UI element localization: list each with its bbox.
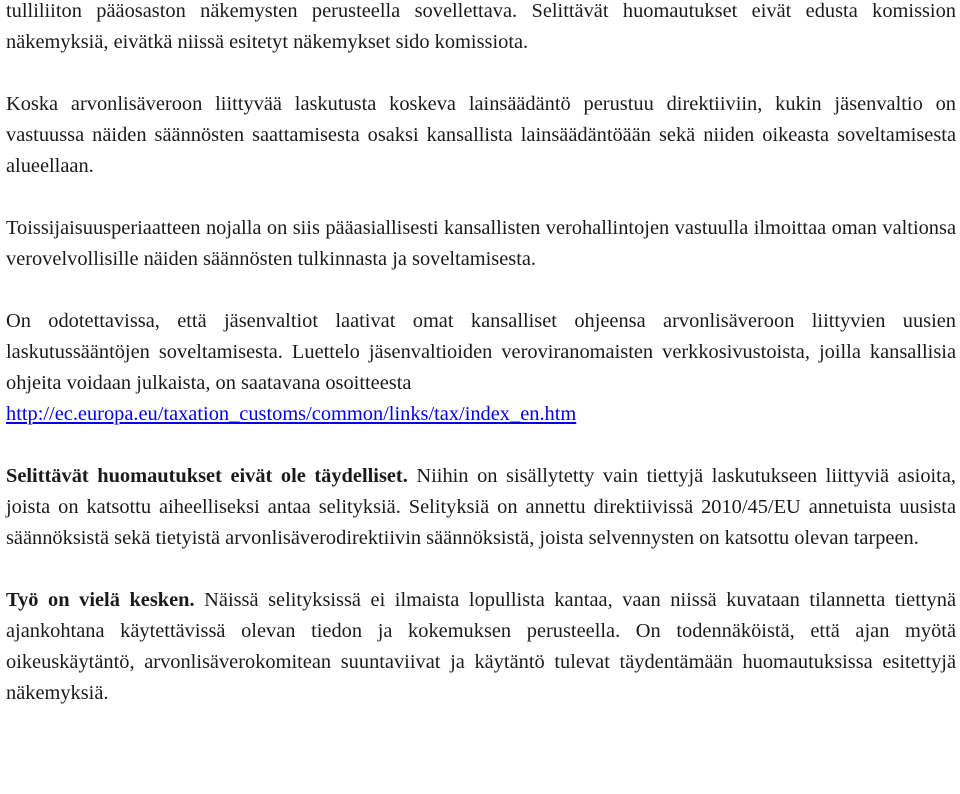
paragraph-not-exhaustive — [6, 461, 956, 554]
paragraph-work-in-progress — [6, 585, 956, 709]
document-page — [6, 0, 956, 709]
paragraph-intro: tulliliiton pääosaston näkemysten perusteella sovellettava. Selittävät huomautukset eivät edusta komission näkemyksiä, eivätkä niissä esitetyt näkemykset sido komissiota. — [6, 0, 956, 53]
text-work-in-progress-rest: Näissä selityksissä ei ilmaista lopullista kantaa, vaan niissä kuvataan tilannetta tiettynä ajankohtana käytettävissä olevan tiedon ja kokemuksen perusteella. On todennäköistä, että ajan myötä oikeuskäytäntö, arvonlisäverokomitean suuntaviivat ja käytäntö tulevat täydentämään huomautuksissa esitettyjä näkemyksiä. — [6, 589, 957, 704]
bold-work-in-progress: Työ on vielä kesken. — [6, 589, 195, 611]
paragraph-guidance-block — [6, 306, 956, 430]
bold-not-exhaustive: Selittävät huomautukset eivät ole täydelliset. — [6, 465, 408, 487]
paragraph-legislation: Koska arvonlisäveroon liittyvää laskutusta koskeva lainsäädäntö perustuu direktiiviin, kukin jäsenvaltio on vastuussa näiden säännösten saattamisesta osaksi kansallista lainsäädäntöään sekä niiden oikeasta soveltamisesta alueellaan. — [6, 93, 956, 177]
link-line — [6, 399, 956, 430]
tax-links-url[interactable]: http://ec.europa.eu/taxation_customs/common/links/tax/index_en.htm — [6, 403, 577, 425]
text-not-exhaustive-rest: Niihin on sisällytetty vain tiettyjä laskutukseen liittyviä asioita, joista on katsottu aiheelliseksi antaa selityksiä. Selityksiä on annettu direktiivissä 2010/45/EU annetuista uusista säännöksistä sekä tietyistä arvonlisäverodirektiivin säännöksistä, joista selvennysten on katsottu olevan tarpeen. — [6, 465, 956, 549]
paragraph-subsidiarity: Toissijaisuusperiaatteen nojalla on siis pääasiallisesti kansallisten verohallintojen vastuulla ilmoittaa oman valtionsa verovelvollisille näiden säännösten tulkinnasta ja soveltamisesta. — [6, 217, 956, 270]
paragraph-guidance: On odotettavissa, että jäsenvaltiot laativat omat kansalliset ohjeensa arvonlisäveroon liittyvien uusien laskutussääntöjen soveltamisesta. Luettelo jäsenvaltioiden veroviranomaisten verkkosivustoista, joilla kansallisia ohjeita voidaan julkaista, on saatavana osoitteesta — [6, 310, 956, 394]
